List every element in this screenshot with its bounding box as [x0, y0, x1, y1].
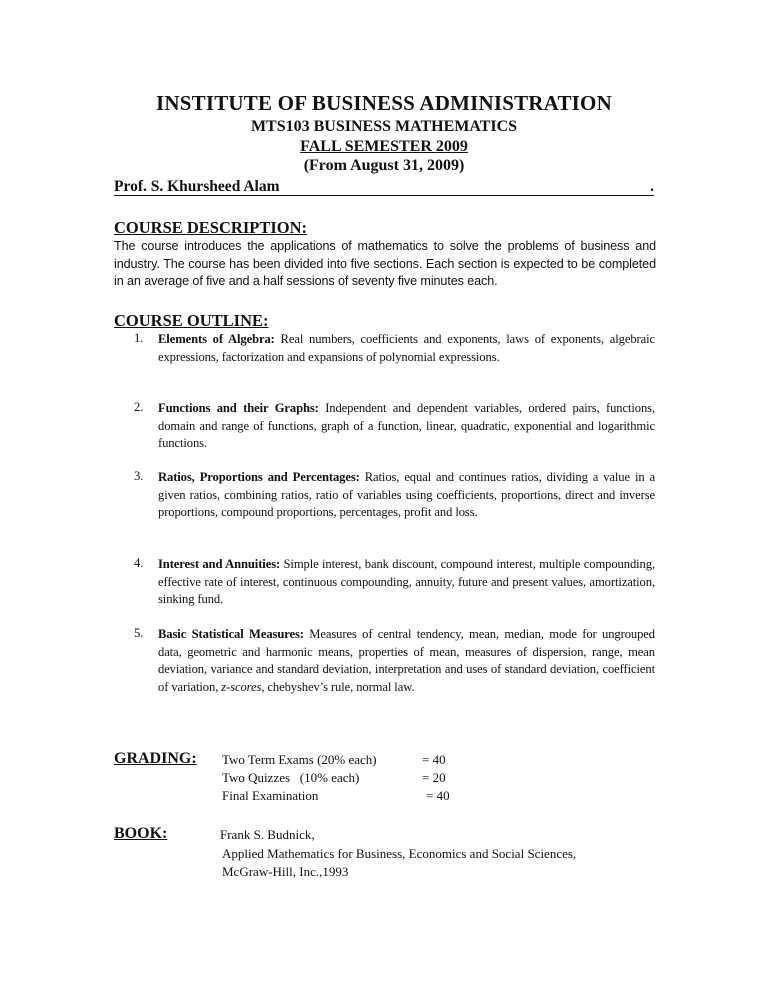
- outline-item-number: 3.: [134, 469, 144, 483]
- outline-item-functions: [158, 400, 655, 453]
- course-code-title: MTS103 BUSINESS MATHEMATICS: [250, 118, 518, 135]
- outline-item-statistics: [158, 626, 655, 696]
- book-publisher: McGraw-Hill, Inc.,1993: [222, 864, 349, 879]
- outline-item-number: 5.: [134, 626, 144, 640]
- grading-heading: GRADING:: [114, 750, 197, 767]
- semester-title: FALL SEMESTER 2009: [300, 138, 468, 155]
- outline-item-text-italic: z-scores: [221, 679, 262, 694]
- book-title: Applied Mathematics for Business, Economics and Social Sciences,: [222, 846, 577, 861]
- institute-title: INSTITUTE OF BUSINESS ADMINISTRATION: [156, 91, 612, 115]
- outline-item-title: Interest and Annuities:: [158, 557, 281, 571]
- outline-item-title: Elements of Algebra:: [158, 332, 275, 346]
- outline-item-text: Real numbers, coefficients and exponents, laws of exponents, algebraic expressions, factorization and expansions of polynomial expressions.: [158, 332, 655, 364]
- outline-item-text: Independent and dependent variables, ordered pairs, functions, domain and range of functions, graph of a function, linear, quadratic, exponential and logarithmic functions.: [158, 401, 655, 450]
- grading-row-label: Two Term Exams (20% each): [222, 752, 377, 767]
- grading-row-value: = 40: [426, 788, 450, 803]
- outline-item-text: Ratios, equal and continues ratios, dividing a value in a given ratios, combining ratios, ratio of variables using coefficients, proportions, direct and inverse proportions, compound proportions, percentages, profit and loss.: [158, 470, 655, 519]
- professor-line-end: .: [650, 178, 654, 195]
- semester-dates: (From August 31, 2009): [303, 157, 465, 174]
- outline-item-algebra: [158, 331, 655, 366]
- outline-item-text: Simple interest, bank discount, compound interest, multiple compounding, effective rate of interest, continuous compounding, annuity, future and present values, amortization, sinking fund.: [158, 557, 655, 606]
- grading-row-value: = 20: [422, 770, 446, 785]
- outline-item-ratios: [158, 469, 655, 522]
- grading-row-value: = 40: [422, 752, 446, 767]
- grading-row-label: Two Quizzes (10% each): [222, 770, 360, 785]
- outline-item-title: Functions and their Graphs:: [158, 401, 319, 415]
- book-author: Frank S. Budnick,: [220, 827, 315, 842]
- course-description-heading: COURSE DESCRIPTION:: [114, 218, 307, 237]
- professor-line: [114, 178, 654, 196]
- outline-item-interest: [158, 556, 655, 609]
- outline-item-number: 1.: [134, 331, 144, 345]
- outline-item-text: Measures of central tendency, mean, median, mode for ungrouped data, geometric and harmonic means, properties of mean, measures of dispersion, range, mean deviation, variance and standard deviation, interpretation and uses of standard deviation, coefficient of variation,: [158, 627, 655, 694]
- outline-item-title: Basic Statistical Measures:: [158, 627, 304, 641]
- book-heading: BOOK:: [114, 825, 168, 842]
- outline-item-number: 2.: [134, 400, 144, 414]
- grading-row-label: Final Examination: [222, 788, 319, 803]
- outline-item-title: Ratios, Proportions and Percentages:: [158, 470, 360, 484]
- course-outline-heading: COURSE OUTLINE:: [114, 311, 269, 330]
- outline-item-number: 4.: [134, 556, 144, 570]
- outline-item-text: , chebyshev’s rule, normal law.: [261, 679, 415, 694]
- course-description-text: The course introduces the applications of mathematics to solve the problems of business and industry. The course has been divided into five sections. Each section is expected to be completed in an average of five and a half sessions of seventy five minutes each.: [114, 239, 656, 288]
- professor-name: Prof. S. Khursheed Alam: [114, 178, 280, 195]
